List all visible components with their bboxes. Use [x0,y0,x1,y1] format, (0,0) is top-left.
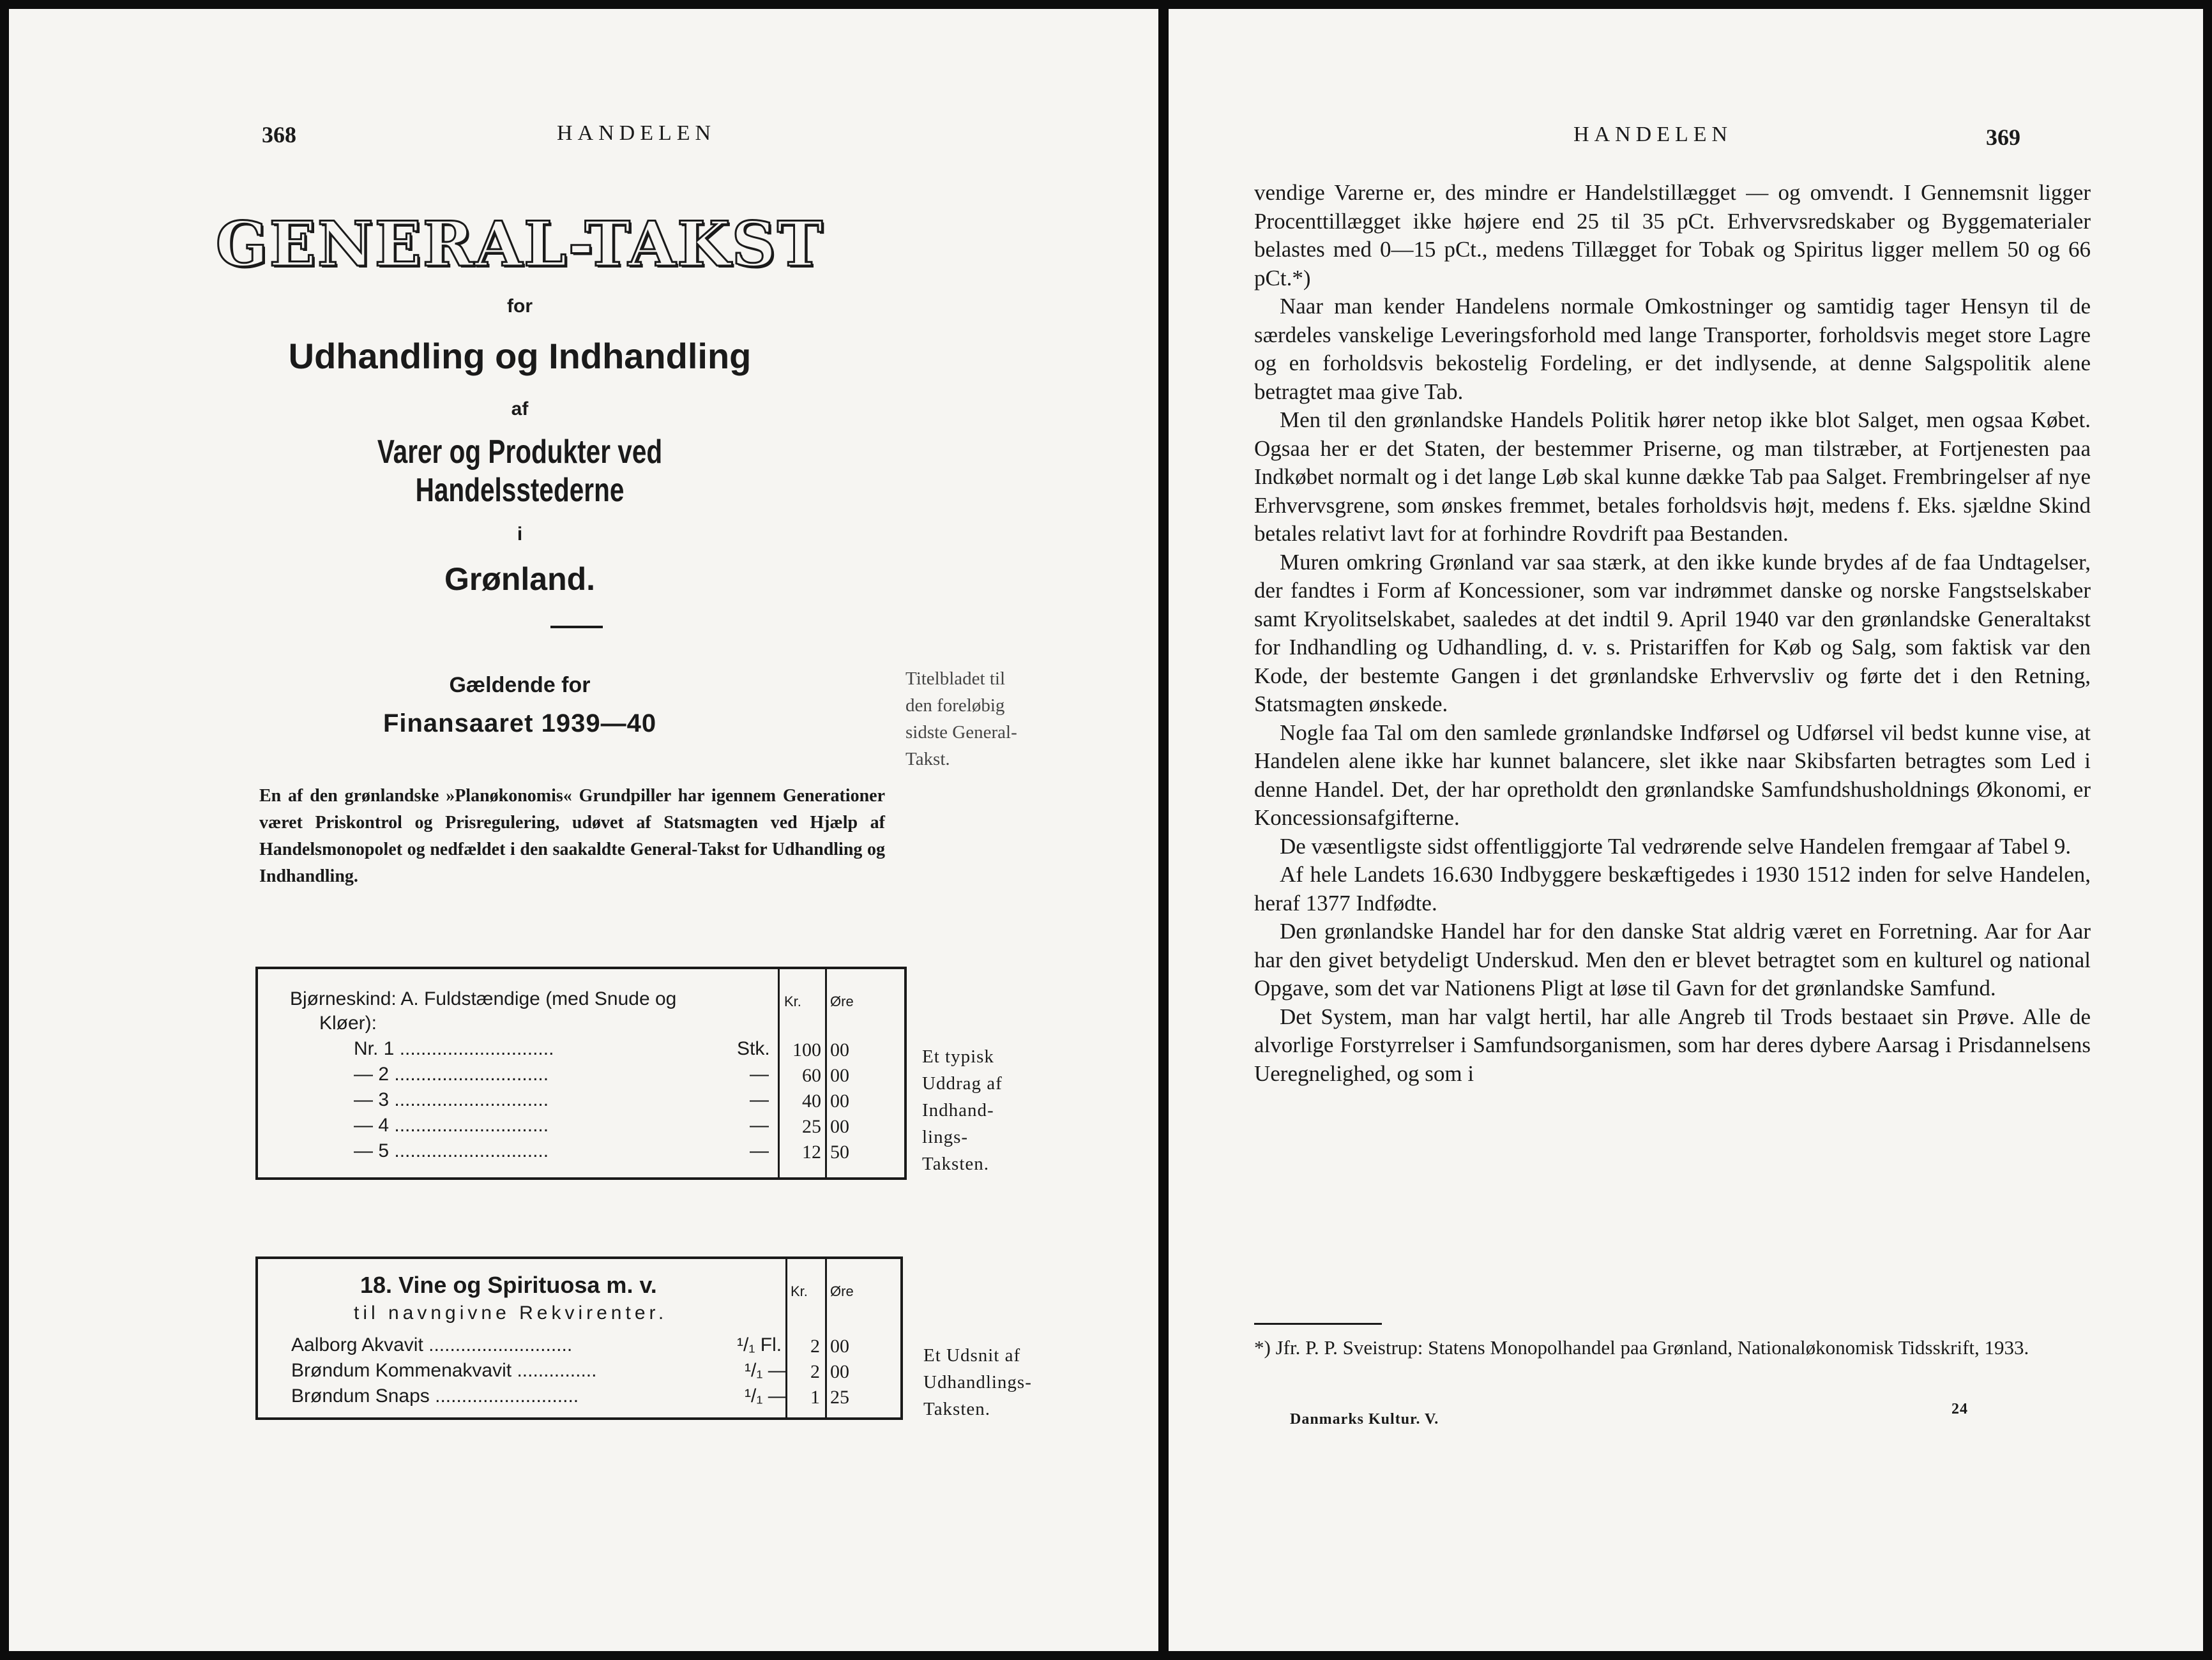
paragraph: De væsentligste sidst offentliggjorte Tal vedrørende selve Handelen fremgaar af Tabel 9. [1280,833,2072,859]
table-row: Aalborg Akvavit ........................... [291,1334,573,1355]
table-row: — 2 ............................. [354,1064,549,1085]
table-row: — 5 ............................. [354,1140,549,1161]
table-row: Nr. 1 ............................. [354,1038,554,1059]
left-page [9,9,1158,1651]
table-heading: 18. Vine og Spirituosa m. v. [360,1272,657,1298]
paragraph: Af hele Landets 16.630 Indbyggere beskæftigedes i 1930 1512 inden for selve Handelen, heraf 1377 Indfødte. [1254,862,2091,916]
tariff-subtitle-2: Varer og Produkter ved Handelsstederne [377,434,663,509]
table-subheading: til navngivne Rekvirenter. [354,1302,668,1324]
paragraph: Nogle faa Tal om den samlede grønlandske Indførsel og Udførsel vil bedst kunne vise, at Handelen alene ikke har kunnet balancere, slet ikke naar Skibsfarten betragtes som Led i denne Handel. Det, der har opretholdt den grønlandske Samfundshusholdnings Økonomi, er Koncessionsafgifterne. [1254,720,2091,830]
body-text [1254,179,2091,1088]
title-rule [550,626,603,628]
footnote: *) Jfr. P. P. Sveistrup: Statens Monopolhandel paa Grønland, Nationaløkonomisk Tidsskrift, 1933. [1254,1336,2029,1359]
running-head-right: HANDELEN [1573,123,1733,146]
column-kr: Kr. [784,993,801,1009]
paragraph: Naar man kender Handelens normale Omkostninger og samtidig tager Hensyn til de særdeles vanskelige Leveringsforhold med lange Transporter, forholdsvis meget store Lagre og en forholdsvis bekostelig Fordeling, er det indlysende, at denne Salgspolitik alene betragtet maa give Tab. [1254,294,2091,404]
paragraph: Men til den grønlandske Handels Politik hører netop ikke blot Salget, men ogsaa Købet. Ogsaa her er det Staten, der bestemmer Priserne, og man tilstræber, at Fortjenesten paa Indkøbet normalt og i det lange Løb skal kunne dække Tab paa Salget. Frembringelser af nye Erhvervsgrene, som ønskes fremmet, betales forholdsvis højt, medens f. Eks. sjældne Skind betales relativt lavt for at forhindre Rovdrift paa Bestanden. [1254,407,2091,546]
paragraph: vendige Varerne er, des mindre er Handelstillægget — og omvendt. I Gennemsnit ligger Procenttillægget ikke højere end 25 til 35 pCt. Erhvervsredskaber og Byggematerialer belastes med 0—15 pCt., medens Tillægget for Tobak og Spiritus ligger mellem 50 og 66 pCt.*) [1254,180,2091,290]
signature-title: Danmarks Kultur. V. [1290,1411,1439,1428]
validity-block [201,673,839,738]
table-heading-2: Kløer): [319,1013,377,1034]
page-number-right: 369 [1986,124,2020,150]
paragraph: Den grønlandske Handel har for den danske Stat aldrig været en Forretning. Aar for Aar har den givet betydeligt Underskud. Men den er blevet betragtet som en kulturel og national Opgave, som det var Nationens Pligt at løse til Gavn for det grønlandske Samfund. [1254,919,2091,1000]
tariff-subtitle: Udhandling og Indhandling [288,336,752,376]
right-page [1169,9,2203,1651]
title-for: for [507,296,533,317]
title-af: af [511,398,529,419]
table-row: Brøndum Snaps ........................... [291,1385,579,1407]
table-row: — 3 ............................. [354,1089,549,1110]
paragraph: Det System, man har valgt hertil, har alle Angreb til Trods bestaaet sin Prøve. Alle de alvorlige Forstyrrelser i Samfundsorganismen, som har deres dybere Aarsag i Prisdannelsens Ueregnelighed, og som i [1254,1004,2091,1086]
title-i: i [517,524,523,545]
column-kr: Kr. [791,1283,808,1299]
table-row: Brøndum Kommenakvavit ............... [291,1360,597,1381]
udhandling-table: Kr. Øre 18. Vine og Spirituosa m. v. til navngivne Rekvirenter. Aalborg Akvavit ........................... ¹/₁ Fl. 2 00 Brøndum Kommenakvavit ............... ¹/₁ — 2 00 Brøndum Snaps ........................... ¹/₁ — 1 25 [255,1256,903,1420]
validity-label: Gældende for [449,673,591,697]
signature-number: 24 [1951,1401,1968,1417]
footnote-rule [1254,1323,1382,1325]
intro-paragraph: En af den grønlandske »Planøkonomis« Grundpiller har igennem Generationer været Priskontrol og Prisregulering, udøvet af Statsmagten ved Hjælp af Handelsmonopolet og nedfældet i den saakaldte General-Takst for Udhandling og Indhandling. [259,786,885,886]
tariff-place: Grønland. [444,561,596,597]
indhandling-table: Kr. Øre Bjørneskind: A. Fuldstændige (med Snude og Kløer): Nr. 1 ............................. Stk. 100 00 — 2 ............................. — 60 00 — 3 ............................. — 40 00 — 4 ............................. — 25 00 — 5 ............................. — 12 50 [255,967,907,1180]
paragraph: Muren omkring Grønland var saa stærk, at den ikke kunde brydes af de faa Undtagelser, der fandtes i Form af Koncessioner, som var indrømmet danske og norske Fangstselskaber samt Kryolitselskabet, saaledes at det indtil 9. April 1940 var den grønlandske Generaltakst for Indhandling og Udhandling, d. v. s. Pristariffen for Køb og Salg, som faktisk var den Kode, der bestemte Gangen i det grønlandske Erhvervsliv og førte det i den Retning, Statsmagten ønskede. [1254,549,2091,716]
fiscal-year: Finansaaret 1939—40 [383,709,657,737]
running-head-left: HANDELEN [557,121,716,145]
caption-udhandling: Et Udsnit af Udhandlings- Taksten. [923,1345,1032,1419]
table-heading: Bjørneskind: A. Fuldstændige (med Snude og [290,988,677,1009]
caption-title-page: Titelbladet til den foreløbig sidste General- Takst. [905,668,1017,769]
column-ore: Øre [830,1283,854,1299]
tariff-title: GENERAL-TAKST [215,208,824,280]
tariff-title-block [201,208,839,598]
table-row: — 4 ............................. [354,1115,549,1136]
caption-indhandling: Et typisk Uddrag af Indhand- lings- Taksten. [922,1046,1003,1174]
page-number-left: 368 [262,122,296,147]
column-ore: Øre [830,993,854,1009]
